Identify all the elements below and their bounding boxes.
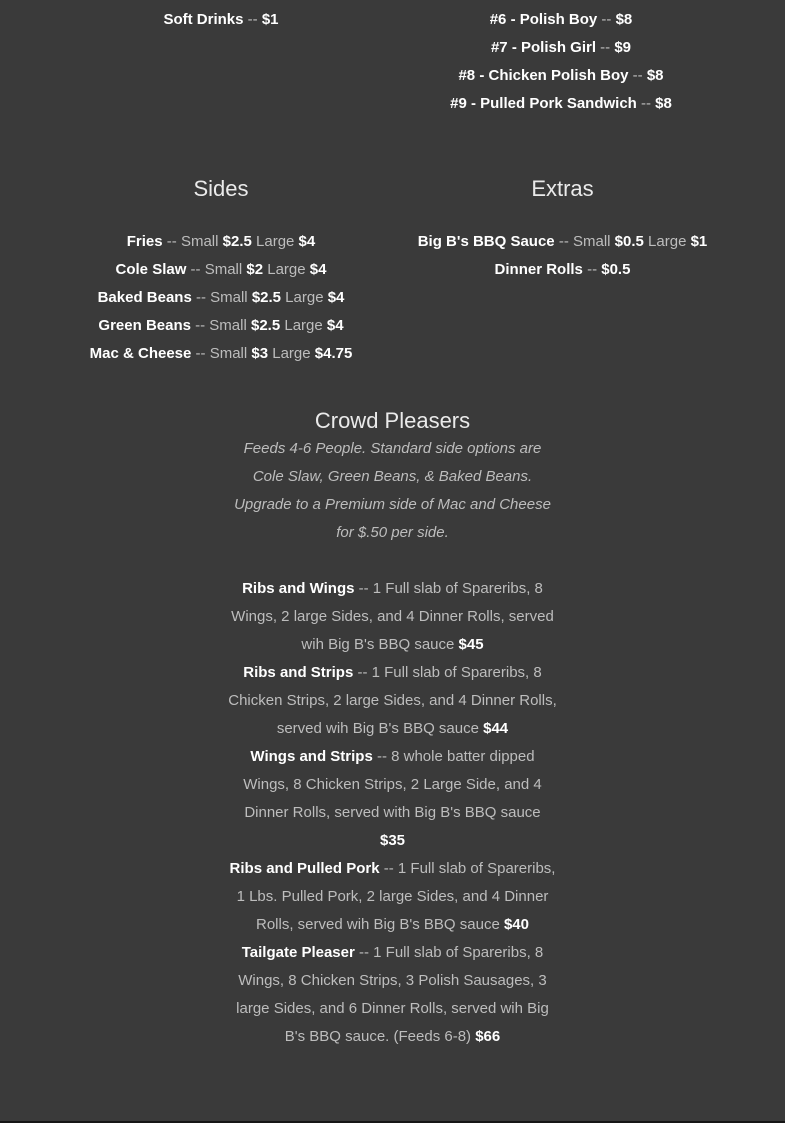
item-separator: -- — [191, 289, 211, 306]
large-price: $4 — [327, 289, 345, 306]
item-name: #7 - Polish Girl — [490, 39, 596, 56]
item-name: Wings and Strips — [250, 748, 373, 765]
item-price: $1 — [261, 11, 279, 28]
item-separator: -- — [243, 11, 262, 28]
large-label: Large — [268, 345, 315, 362]
menu-item-pulled-pork-sandwich — [400, 90, 722, 118]
item-name: Ribs and Strips — [243, 664, 354, 681]
large-label: Large — [251, 233, 299, 250]
large-price: $4.75 — [314, 345, 353, 362]
small-price: $0.5 — [614, 233, 644, 250]
menu-item-polish-boy — [400, 6, 722, 34]
item-description: 1 Full slab of Spareribs, 8 — [373, 944, 544, 961]
item-price: $35 — [379, 832, 406, 849]
item-price: $66 — [475, 1028, 501, 1045]
crowd-pleasers-heading: Crowd Pleasers — [314, 408, 471, 433]
side-item-mac-cheese — [60, 340, 382, 368]
item-name: #8 - Chicken Polish Boy — [458, 67, 629, 84]
item-description: wih Big B's BBQ sauce — [301, 636, 459, 653]
sandwiches-column — [400, 0, 722, 118]
small-label: Small — [209, 317, 251, 334]
item-name: Fries — [126, 233, 163, 250]
extras-section — [400, 176, 725, 284]
item-price: $45 — [458, 636, 484, 653]
item-description: 8 whole batter dipped — [391, 748, 535, 765]
menu-item-polish-girl — [400, 34, 722, 62]
item-price: $8 — [655, 95, 672, 112]
item-description: 1 Full slab of Spareribs, 8 — [372, 580, 543, 597]
crowd-pleasers-note — [222, 435, 563, 547]
item-separator: -- — [582, 261, 602, 278]
item-name: Dinner Rolls — [494, 261, 583, 278]
item-separator: -- — [354, 580, 373, 597]
item-description: Rolls, served wih Big B's BBQ sauce — [256, 916, 504, 933]
item-name: #9 - Pulled Pork Sandwich — [450, 95, 637, 112]
item-description: 1 Full slab of Spareribs, — [397, 860, 556, 877]
small-label: Small — [572, 233, 615, 250]
extra-item-bbq-sauce — [400, 228, 725, 256]
item-separator: -- — [162, 233, 181, 250]
crowd-item-wings-and-strips — [222, 743, 563, 855]
item-separator: -- — [379, 860, 398, 877]
large-label: Large — [263, 261, 310, 278]
note-line: for $.50 per side. — [336, 524, 449, 541]
item-name: Ribs and Pulled Pork — [229, 860, 380, 877]
item-separator: -- — [354, 944, 374, 961]
crowd-pleasers-section — [222, 408, 563, 1051]
item-separator: -- — [353, 664, 372, 681]
item-separator: -- — [191, 345, 210, 362]
item-description: 1 Lbs. Pulled Pork, 2 large Sides, and 4 Dinner — [236, 888, 549, 905]
item-price: $44 — [483, 720, 509, 737]
drinks-column — [60, 6, 382, 34]
small-price: $2.5 — [250, 317, 281, 334]
small-price: $2 — [246, 261, 264, 278]
item-name: Soft Drinks — [163, 11, 244, 28]
small-label: Small — [210, 289, 252, 306]
side-item-baked-beans — [60, 284, 382, 312]
small-price: $2.5 — [222, 233, 252, 250]
item-price: $0.5 — [601, 261, 631, 278]
crowd-item-ribs-and-strips — [222, 659, 563, 743]
large-price: $4 — [298, 233, 316, 250]
item-description: Wings, 2 large Sides, and 4 Dinner Rolls, served — [231, 608, 554, 625]
item-separator: -- — [628, 67, 647, 84]
item-name: Big B's BBQ Sauce — [417, 233, 555, 250]
extras-heading: Extras — [531, 176, 594, 201]
crowd-item-tailgate-pleaser — [222, 939, 563, 1051]
note-line: Cole Slaw, Green Beans, & Baked Beans. — [252, 468, 533, 485]
large-price: $1 — [690, 233, 708, 250]
item-price: $40 — [503, 916, 529, 933]
crowd-item-ribs-and-pulled-pork — [222, 855, 563, 939]
item-description: served wih Big B's BBQ sauce — [276, 720, 484, 737]
note-line: Feeds 4-6 People. Standard side options are — [243, 440, 542, 457]
item-description: B's BBQ sauce. (Feeds 6-8) — [284, 1028, 476, 1045]
item-name: Mac & Cheese — [89, 345, 192, 362]
item-name: #6 - Polish Boy — [489, 11, 598, 28]
item-separator: -- — [186, 261, 205, 278]
item-price: $8 — [646, 67, 664, 84]
item-separator: -- — [372, 748, 392, 765]
item-separator: -- — [596, 39, 615, 56]
item-description: 1 Full slab of Spareribs, 8 — [371, 664, 542, 681]
item-description: Chicken Strips, 2 large Sides, and 4 Dinner Rolls, — [228, 692, 557, 709]
item-name: Ribs and Wings — [242, 580, 355, 597]
item-separator: -- — [554, 233, 573, 250]
side-item-fries — [60, 228, 382, 256]
large-label: Large — [643, 233, 691, 250]
item-description: Wings, 8 Chicken Strips, 2 Large Side, and 4 — [243, 776, 542, 793]
item-separator: -- — [190, 317, 210, 334]
item-name: Green Beans — [98, 317, 191, 334]
small-price: $3 — [251, 345, 269, 362]
item-name: Baked Beans — [97, 289, 192, 306]
item-description: Wings, 8 Chicken Strips, 3 Polish Sausages, 3 — [238, 972, 547, 989]
item-name: Tailgate Pleaser — [241, 944, 355, 961]
note-line: Upgrade to a Premium side of Mac and Cheese — [234, 496, 551, 513]
large-price: $4 — [326, 317, 344, 334]
item-description: large Sides, and 6 Dinner Rolls, served wih Big — [236, 1000, 549, 1017]
item-description: Dinner Rolls, served with Big B's BBQ sauce — [244, 804, 541, 821]
small-price: $2.5 — [251, 289, 282, 306]
crowd-item-ribs-and-wings — [222, 575, 563, 659]
sides-section — [60, 176, 382, 368]
item-separator: -- — [597, 11, 616, 28]
side-item-green-beans — [60, 312, 382, 340]
item-price: $9 — [614, 39, 632, 56]
small-label: Small — [180, 233, 223, 250]
menu-item-soft-drinks — [60, 6, 382, 34]
item-price: $8 — [615, 11, 633, 28]
small-label: Small — [204, 261, 247, 278]
menu-item-chicken-polish-boy — [400, 62, 722, 90]
large-label: Large — [281, 289, 328, 306]
side-item-cole-slaw — [60, 256, 382, 284]
large-price: $4 — [309, 261, 327, 278]
small-label: Small — [209, 345, 252, 362]
extra-item-dinner-rolls — [400, 256, 725, 284]
large-label: Large — [280, 317, 327, 334]
item-name: Cole Slaw — [115, 261, 187, 278]
item-separator: -- — [636, 95, 656, 112]
sides-heading: Sides — [193, 176, 249, 201]
